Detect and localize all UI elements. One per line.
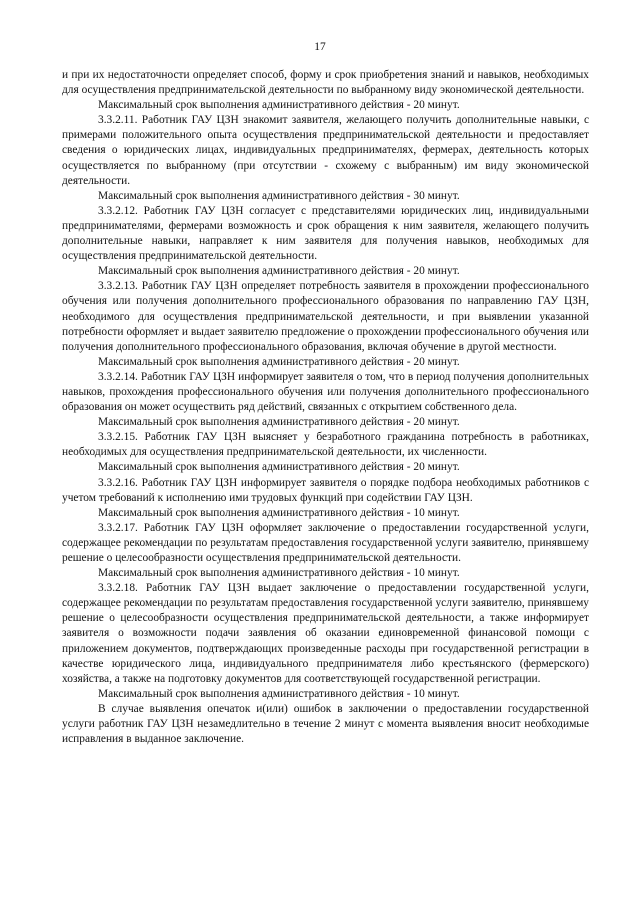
- paragraph-3-3-2-13: 3.3.2.13. Работник ГАУ ЦЗН определяет потребность заявителя в прохождении профессионального обучения или получения дополнительного профессионального образования по направлению ГАУ ЦЗН, необходимого для осуществления предпринимательской деятельности, и при выявлении указанной потребности оформляет и выдает заявителю предложение о прохождении профессионального обучения или получения дополнительного профессионального образования, включая обучение в другой местности.: [62, 280, 589, 353]
- time-limit-line: Максимальный срок выполнения административного действия - 20 минут.: [98, 99, 460, 112]
- paragraph-error-correction: В случае выявления опечаток и(или) ошибок в заключении о предоставлении государственной услуги работник ГАУ ЦЗН незамедлительно в течение 2 минут с момента выявления вносит необходимые исправления в выданное заключение.: [62, 702, 589, 746]
- paragraph-3-3-2-17: 3.3.2.17. Работник ГАУ ЦЗН оформляет заключение о предоставлении государственной услуги, содержащее рекомендации по результатам предоставления государственной услуги заявителю, принявшему решение о целесообразности осуществления предпринимательской деятельности.: [62, 521, 589, 564]
- time-limit-line: Максимальный срок выполнения административного действия - 20 минут.: [98, 416, 460, 429]
- time-limit-line: Максимальный срок выполнения административного действия - 20 минут.: [98, 265, 460, 278]
- paragraph-3-3-2-12: 3.3.2.12. Работник ГАУ ЦЗН согласует с представителями юридических лиц, индивидуальными предпринимателями, фермерами возможность и срок обращения к ним заявителя, желающего получить дополнительные навыки, направляет к ним заявителя для получения навыков, необходимых для осуществления предпринимательской деятельности.: [62, 204, 589, 263]
- time-limit-line: Максимальный срок выполнения административного действия - 20 минут.: [98, 461, 460, 474]
- time-limit-line: Максимальный срок выполнения административного действия - 30 минут.: [98, 189, 460, 202]
- document-body: [62, 68, 589, 747]
- paragraph-3-3-2-14: 3.3.2.14. Работник ГАУ ЦЗН информирует заявителя о том, что в период получения дополнительных навыков, прохождения профессионального обучения или получения дополнительного профессионального образования он может осуществить ряд действий, связанных с открытием собственного дела.: [62, 370, 589, 414]
- time-limit-line: Максимальный срок выполнения административного действия - 20 минут.: [98, 355, 460, 368]
- time-limit-line: Максимальный срок выполнения административного действия - 10 минут.: [98, 567, 460, 580]
- paragraph-3-3-2-15: 3.3.2.15. Работник ГАУ ЦЗН выясняет у безработного гражданина потребность в работниках, необходимых для осуществления предпринимательской деятельности, их численности.: [62, 431, 589, 459]
- paragraph-continuation: и при их недостаточности определяет способ, форму и срок приобретения знаний и навыков, необходимых для осуществления предпринимательской деятельности по выбранному виду экономической деятельности.: [62, 69, 589, 97]
- time-limit-line: Максимальный срок выполнения административного действия - 10 минут.: [98, 687, 460, 700]
- page-number: 17: [314, 41, 326, 53]
- paragraph-3-3-2-18: 3.3.2.18. Работник ГАУ ЦЗН выдает заключение о предоставлении государственной услуги, содержащее рекомендации по результатам предоставления государственной услуги заявителю, принявшему решение о целесообразности осуществления предпринимательской деятельности, а также информирует заявителя о возможности подачи заявления об оказании единовременной финансовой помощи с приложением документов, подтверждающих произведенные расходы при государственной регистрации в качестве юридического лица, индивидуального предпринимателя либо крестьянского (фермерского) хозяйства, а также на подготовку документов для соответствующей государственной регистрации.: [62, 582, 589, 685]
- time-limit-line: Максимальный срок выполнения административного действия - 10 минут.: [98, 506, 460, 519]
- paragraph-3-3-2-11: 3.3.2.11. Работник ГАУ ЦЗН знакомит заявителя, желающего получить дополнительные навыки, с примерами положительного опыта осуществления предпринимательской деятельности и предоставляет сведения о юридических лицах, индивидуальных предпринимателях, фермерах, деятельность которых осуществляется по выбранному (при отсутствии - схожему с выбранным) им виду экономической деятельности.: [62, 114, 589, 187]
- paragraph-3-3-2-16: 3.3.2.16. Работник ГАУ ЦЗН информирует заявителя о порядке подбора необходимых работников с учетом требований к исполнению ими трудовых функций при содействии ГАУ ЦЗН.: [62, 476, 589, 504]
